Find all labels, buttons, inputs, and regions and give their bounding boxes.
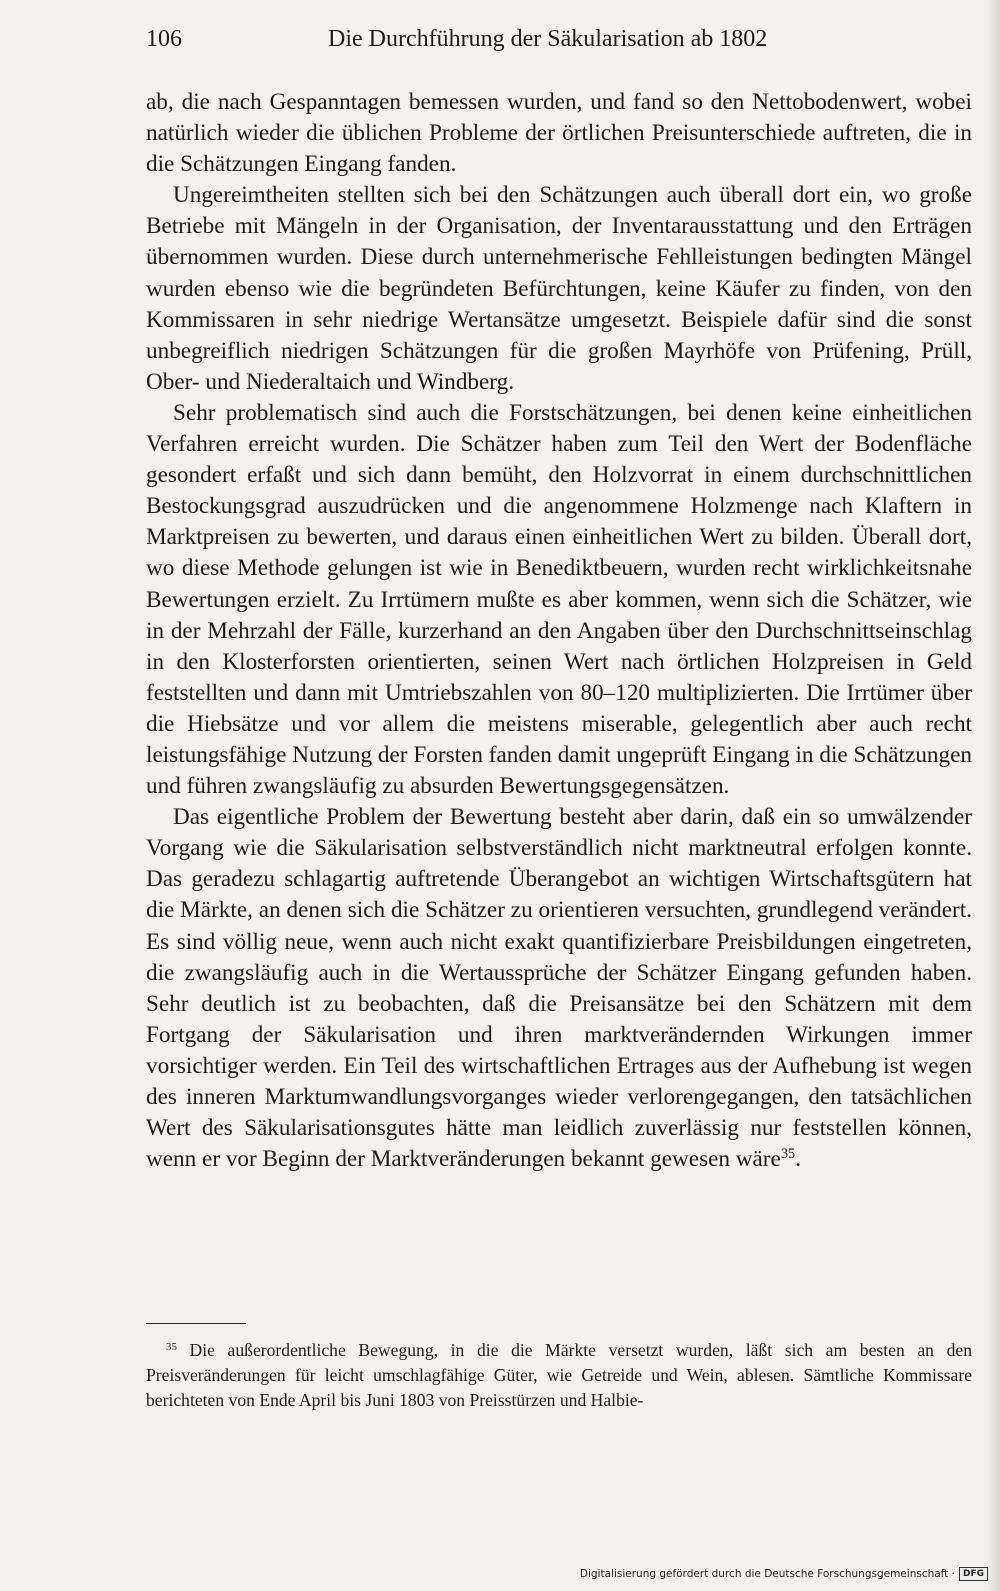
dfg-logo: DFG [959,1567,988,1581]
footnote-rule [146,1323,246,1324]
footnote-number: 35 [166,1341,177,1353]
paragraph: Ungereimtheiten stellten sich bei den Schätzungen auch überall dort ein, wo große Betriebe mit Mängeln in der Organisation, der Inventarausstattung und den Erträgen übernommen wurden. Diese durch unternehmerische Fehlleistungen bedingten Mängel wurden ebenso wie die begründeten Befürchtungen, keine Käufer zu finden, von den Kommissaren in sehr niedrige Wertansätze umgesetzt. Beispiele dafür sind die sonst unbegreiflich niedrigen Schätzungen für die großen Mayrhöfe von Prüfening, Prüll, Ober- und Niederaltaich und Windberg. [146,182,972,395]
page-edge-shadow [986,0,1000,1591]
digitization-credit [580,1567,988,1581]
body-text [146,87,972,1175]
footnote-text: Die außerordentliche Bewegung, in die die Märkte versetzt wurden, läßt sich am besten an den Preisveränderungen für leicht umschlagfähige Güter, wie Getreide und Wein, ablesen. Sämtliche Kommissare berichteten von Ende April bis Juni 1803 von Preisstürzen und Halbie- [146,1340,972,1410]
running-head: Die Durchführung der Säkularisation ab 1802 [328,26,768,52]
footnote-reference: 35 [780,1146,796,1163]
credit-text: Digitalisierung gefördert durch die Deutsche Forschungsgemeinschaft · [579,1568,955,1580]
page-header [146,26,972,60]
paragraph: Das eigentliche Problem der Bewertung besteht aber darin, daß ein so umwälzender Vorgang wie die Säkularisation selbstverständlich nicht marktneutral erfolgen konnte. Das geradezu schlagartig auftretende Überangebot an wichtigen Wirtschaftsgütern hat die Märkte, an denen sich die Schätzer zu orientieren versuchten, grundlegend verändert. Es sind völlig neue, wenn auch nicht exakt quantifizierbare Preisbildungen eingetreten, die zwangsläufig auch in die Wertaussprüche der Schätzer Eingang gefunden haben. Sehr deutlich ist zu beobachten, daß die Preisansätze bei den Schätzern mit dem Fortgang der Säkularisation und ihren marktverändernden Wirkungen immer vorsichtiger werden. Ein Teil des wirtschaftlichen Ertrages aus der Aufhebung ist wegen des inneren Marktumwandlungsvorganges wieder verlorengegangen, den tatsächlichen Wert des Säkularisationsgutes hätte man leidlich zuverlässig nur feststellen können, wenn er vor Beginn der Marktveränderungen bekannt gewesen wäre$^{35}$. [146,804,972,1173]
paragraph: ab, die nach Gespanntagen bemessen wurden, und fand so den Nettobodenwert, wobei natürlich wieder die üblichen Probleme der örtlichen Preisunterschiede auftreten, die in die Schätzungen Eingang fanden. [146,89,972,178]
paragraph: Sehr problematisch sind auch die Forstschätzungen, bei denen keine einheitlichen Verfahren erreicht wurden. Die Schätzer haben zum Teil den Wert der Bodenfläche gesondert erfaßt und sich dann bemüht, den Holzvorrat in einem durchschnittlichen Bestockungsgrad auszudrücken und die angenommene Holzmenge nach Klaftern in Marktpreisen zu bewerten, und daraus einen einheitlichen Wert zu bilden. Überall dort, wo diese Methode gelungen ist wie in Benediktbeuern, wurden recht wirklichkeitsnahe Bewertungen erzielt. Zu Irrtümern mußte es aber kommen, wenn sich die Schätzer, wie in der Mehrzahl der Fälle, kurzerhand an den Angaben über den Durchschnittseinschlag in den Klosterforsten orientierten, seinen Wert nach örtlichen Holzpreisen in Geld feststellten und dann mit Umtriebszahlen von 80–120 multiplizierten. Die Irrtümer über die Hiebsätze und vor allem die meistens miserable, gelegentlich aber auch recht leistungsfähige Nutzung der Forsten fanden damit ungeprüft Eingang in die Schätzungen und führen zwangsläufig zu absurden Bewertungsgegensätzen. [146,399,972,800]
paragraph-text: Das eigentliche Problem der Bewertung besteht aber darin, daß ein so umwälzender Vorgang wie die Säkularisation selbstverständlich nicht marktneutral erfolgen konnte. Das geradezu schlagartig auftretende Überangebot an wichtigen Wirtschaftsgütern hat die Märkte, an denen sich die Schätzer zu orientieren versuchten, grundlegend verändert. Es sind völlig neue, wenn auch nicht exakt quantifizierbare Preisbildungen eingetreten, die zwangsläufig auch in die Wertaussprüche der Schätzer Eingang gefunden haben. Sehr deutlich ist zu beobachten, daß die Preisansätze bei den Schätzern mit dem Fortgang der Säkularisation und ihren marktverändernden Wirkungen immer vorsichtiger werden. Ein Teil des wirtschaftlichen Ertrages aus der Aufhebung ist wegen des inneren Marktumwandlungsvorganges wieder verlorengegangen, den tatsächlichen Wert des Säkularisationsgutes hätte man leidlich zuverlässig nur feststellen können, wenn er vor Beginn der Marktveränderungen bekannt gewesen wäre [146,804,972,1173]
footnote [146,1338,972,1413]
page-number: 106 [146,26,182,52]
